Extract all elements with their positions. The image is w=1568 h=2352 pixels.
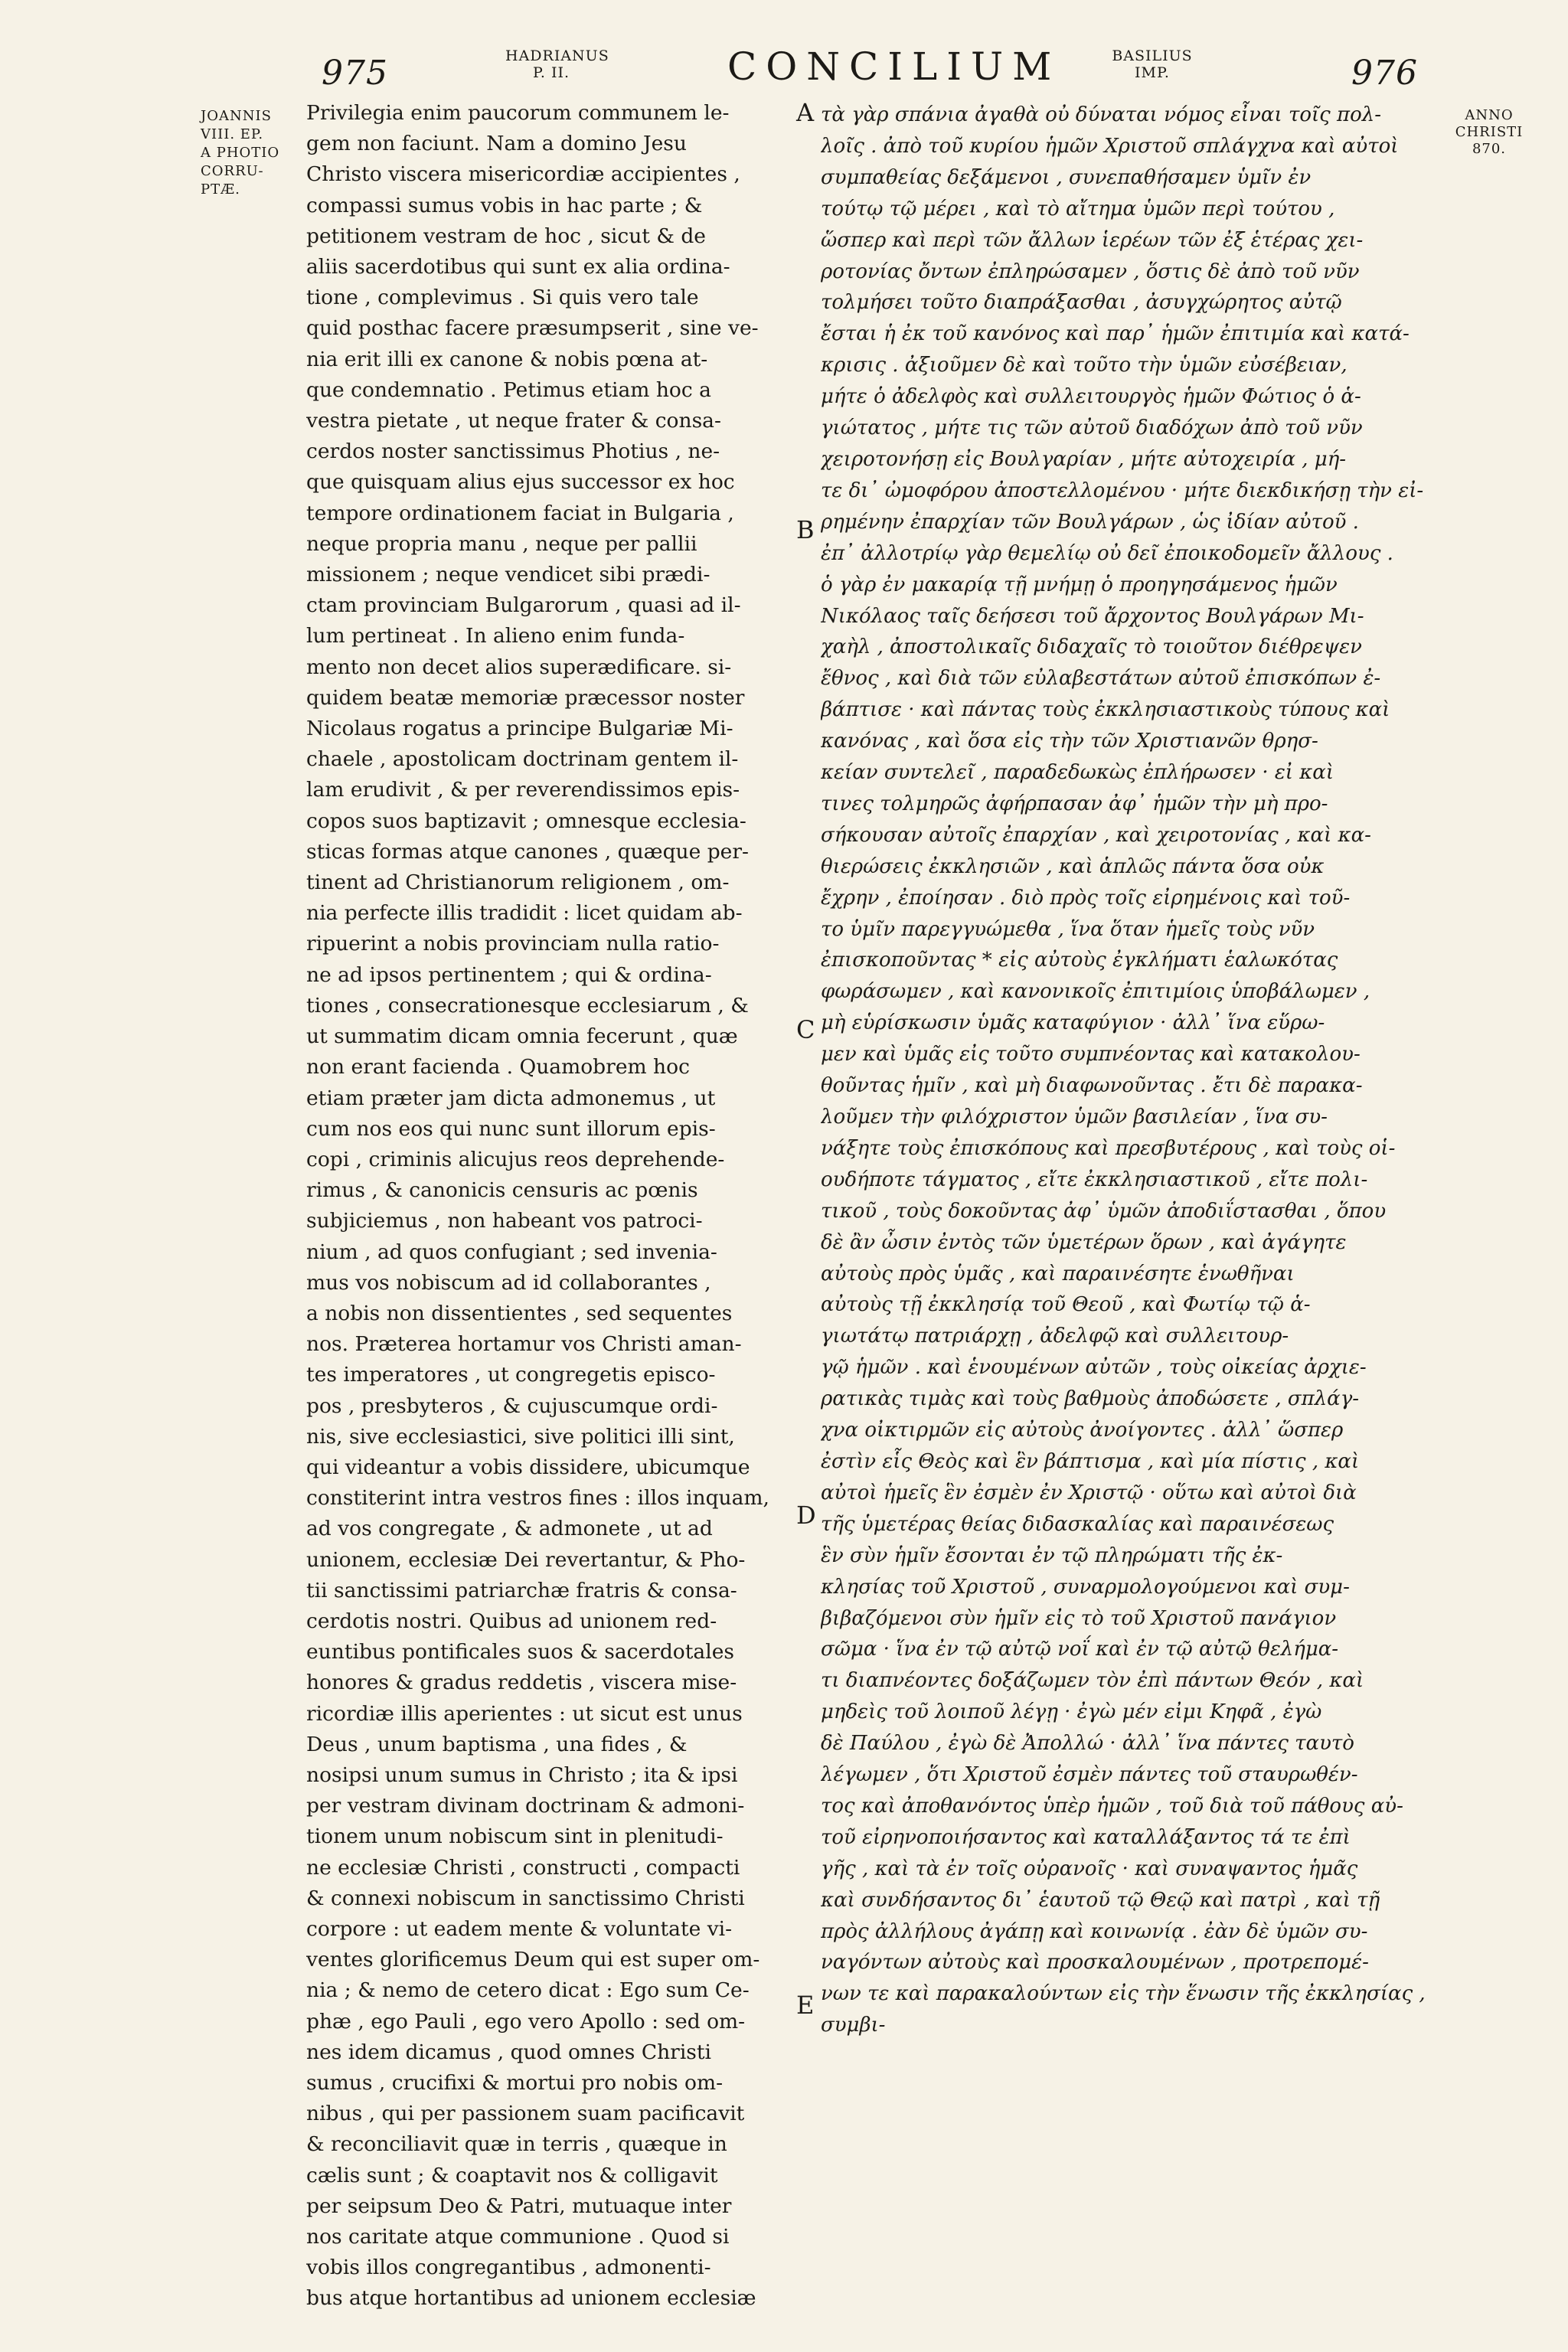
- text-line: γῷ ἡμῶν . καὶ ἑνουμένων αὐτῶν , τοὺς οἰκείας ἀρχιε-: [821, 1356, 1367, 1380]
- text-line: ἓν σὺν ἡμῖν ἔσονται ἐν τῷ πληρώματι τῆς ἐκ-: [821, 1544, 1283, 1567]
- text-line: cum nos eos qui nunc sunt illorum epis-: [306, 1116, 716, 1141]
- text-line: κρισις . ἀξιοῦμεν δὲ καὶ τοῦτο τὴν ὑμῶν εὐσέβειαν,: [821, 354, 1348, 377]
- text-line: qui videantur a vobis dissidere, ubicumque: [306, 1455, 750, 1479]
- text-line: cælis sunt ; & coaptavit nos & colligavit: [306, 2163, 718, 2187]
- text-line: ἔθνος , καὶ διὰ τῶν εὐλαβεστάτων αὐτοῦ ἐπισκόπων ἐ-: [821, 667, 1381, 691]
- text-line: nium , ad quos confugiant ; sed invenia-: [306, 1240, 717, 1264]
- marginal-note-line: JOANNIS: [201, 108, 272, 124]
- marginal-note-left: [201, 107, 291, 199]
- text-line: nibus , qui per passionem suam pacificavit: [306, 2102, 745, 2126]
- text-line: copos suos baptizavit ; omnesque ecclesia-: [306, 808, 746, 833]
- text-line: sticas formas atque canones , quæque per-: [306, 839, 749, 864]
- text-line: σῶμα · ἵνα ἐν τῷ αὐτῷ νοΐ καὶ ἐν τῷ αὐτῷ θελήμα-: [821, 1638, 1339, 1661]
- text-line: τος καὶ ἀποθανόντος ὑπὲρ ἡμῶν , τοῦ διὰ τοῦ πάθους αὐ-: [821, 1794, 1403, 1818]
- text-line: non erant facienda . Quamobrem hoc: [306, 1055, 690, 1080]
- text-line: συμβι-: [821, 2014, 886, 2037]
- text-line: γιώτατος , μήτε τις τῶν αὐτοῦ διαδόχων ἀπὸ τοῦ νῦν: [821, 416, 1363, 440]
- text-line: χειροτονήσῃ εἰς Βουλγαρίαν , μήτε αὐτοχειρία , μή-: [821, 447, 1347, 471]
- text-line: τινες τολμηρῶς ἀφήρπασαν ἀφ᾽ ἡμῶν τὴν μὴ προ-: [821, 792, 1328, 815]
- text-line: unionem, ecclesiæ Dei revertantur, & Pho-: [306, 1547, 746, 1572]
- text-line: phæ , ego Pauli , ego vero Apollo : sed om-: [306, 2009, 746, 2034]
- text-line: a nobis non dissentientes , sed sequentes: [306, 1301, 733, 1325]
- text-line: subjiciemus , non habeant vos patroci-: [306, 1209, 703, 1233]
- text-line: τε δι᾽ ὠμοφόρου ἀποστελλομένου · μήτε διεκδικήσῃ τὴν εἰ-: [821, 479, 1424, 502]
- text-line: τὰ γὰρ σπάνια ἀγαθὰ οὐ δύναται νόμος εἶναι τοῖς πολ-: [821, 103, 1382, 126]
- greek-text-column: [821, 100, 1437, 2041]
- text-line: συμπαθείας δεξάμενοι , συνεπαθήσαμεν ὑμῖν ἐν: [821, 165, 1312, 189]
- text-line: vestra pietate , ut neque frater & consa-: [306, 409, 721, 433]
- text-line: ρημένην ἐπαρχίαν τῶν Βουλγάρων , ὡς ἰδίαν αὐτοῦ .: [821, 510, 1359, 534]
- text-line: nos. Præterea hortamur vos Christi aman-: [306, 1332, 742, 1357]
- text-line: βάπτισε · καὶ πάντας τοὺς ἐκκλησιαστικοὺς τύπους καὶ: [821, 698, 1390, 722]
- text-line: cerdos noster sanctissimus Photius , ne-: [306, 439, 720, 464]
- running-head-left-line: P. II.: [532, 64, 570, 81]
- text-line: το ὑμῖν παρεγγυώμεθα , ἵνα ὅταν ἡμεῖς τοὺς νῦν: [821, 917, 1315, 941]
- text-line: nia erit illi ex canone & nobis pœna at-: [306, 347, 708, 371]
- running-title: CONCILIUM: [727, 44, 1061, 89]
- marginal-note-line: VIII. EP.: [201, 126, 264, 142]
- text-line: μεν καὶ ὑμᾶς εἰς τοῦτο συμπνέοντας καὶ κατακολου-: [821, 1043, 1361, 1067]
- text-line: ἐστὶν εἷς Θεὸς καὶ ἓν βάπτισμα , καὶ μία πίστις , καὶ: [821, 1449, 1360, 1473]
- text-line: γιωτάτῳ πατριάρχῃ , ἀδελφῷ καὶ συλλειτουρ-: [821, 1325, 1289, 1348]
- text-line: τικοῦ , τοὺς δοκοῦντας ἀφ᾽ ὑμῶν ἀποδιΐστασθαι , ὅπου: [821, 1199, 1387, 1223]
- text-line: δὲ ἂν ὦσιν ἐντὸς τῶν ὑμετέρων ὅρων , καὶ ἀγάγητε: [821, 1230, 1347, 1254]
- text-line: petitionem vestram de hoc , sicut & de: [306, 224, 706, 248]
- text-line: aliis sacerdotibus qui sunt ex alia ordina-: [306, 255, 730, 279]
- text-line: tinent ad Christianorum religionem , om-: [306, 871, 730, 895]
- text-line: θοῦντας ἡμῖν , καὶ μὴ διαφωνοῦντας . ἔτι δὲ παρακα-: [821, 1074, 1363, 1098]
- text-line: ροτονίας ὄντων ἐπληρώσαμεν , ὅστις δὲ ἀπὸ τοῦ νῦν: [821, 260, 1360, 283]
- text-line: ἐπισκοποῦντας * εἰς αὐτοὺς ἐγκλήματι ἑαλωκότας: [821, 949, 1338, 972]
- text-line: νάξητε τοὺς ἐπισκόπους καὶ πρεσβυτέρους , καὶ τοὺς οἱ-: [821, 1136, 1396, 1160]
- section-letter-b: B: [796, 515, 815, 544]
- text-line: λοῖς . ἀπὸ τοῦ κυρίου ἡμῶν Χριστοῦ σπλάγχνα καὶ αὐτοὶ: [821, 134, 1399, 158]
- text-line: ripuerint a nobis provinciam nulla ratio-: [306, 932, 720, 956]
- text-line: ἔσται ἡ ἐκ τοῦ κανόνος καὶ παρ᾽ ἡμῶν ἐπιτιμία καὶ κατά-: [821, 322, 1410, 346]
- text-line: γῆς , καὶ τὰ ἐν τοῖς οὐρανοῖς · καὶ συναψαντος ἡμᾶς: [821, 1857, 1358, 1880]
- text-line: κλησίας τοῦ Χριστοῦ , συναρμολογούμενοι καὶ συμ-: [821, 1575, 1350, 1599]
- text-line: ut summatim dicam omnia fecerunt , quæ: [306, 1024, 738, 1049]
- marginal-note-line: A PHOTIO: [201, 145, 280, 161]
- text-line: μήτε ὁ ἀδελφὸς καὶ συλλειτουργὸς ἡμῶν Φώτιος ὁ ἁ-: [821, 385, 1361, 409]
- text-line: etiam præter jam dicta admonemus , ut: [306, 1086, 716, 1110]
- text-line: nosipsi unum sumus in Christo ; ita & ipsi: [306, 1762, 738, 1787]
- text-line: tione , complevimus . Si quis vero tale: [306, 286, 699, 310]
- text-line: χνα οἰκτιρμῶν εἰς αὐτοὺς ἀνοίγοντες . ἀλλ᾽ ὥσπερ: [821, 1419, 1344, 1442]
- text-line: nos caritate atque communione . Quod si: [306, 2225, 730, 2249]
- text-line: θιερώσεις ἐκκλησιῶν , καὶ ἁπλῶς πάντα ὅσα οὐκ: [821, 854, 1325, 878]
- text-line: per seipsum Deo & Patri, mutuaque inter: [306, 2194, 732, 2218]
- text-line: τῆς ὑμετέρας θείας διδασκαλίας καὶ παραινέσεως: [821, 1512, 1334, 1536]
- page-number-right: 976: [1351, 54, 1418, 93]
- text-line: βιβαζόμενοι σὺν ἡμῖν εἰς τὸ τοῦ Χριστοῦ πανάγιον: [821, 1606, 1337, 1630]
- text-line: rimus , & canonicis censuris ac pœnis: [306, 1178, 698, 1203]
- text-line: σήκουσαν αὐτοῖς ἐπαρχίαν , καὶ χειροτονίας , καὶ κα-: [821, 823, 1371, 847]
- text-line: missionem ; neque vendicet sibi prædi-: [306, 563, 710, 587]
- running-head-right-line: BASILIUS: [1112, 47, 1193, 64]
- text-line: corpore : ut eadem mente & voluntate vi-: [306, 1916, 733, 1941]
- text-line: ὥσπερ καὶ περὶ τῶν ἄλλων ἱερέων τῶν ἐξ ἑτέρας χει-: [821, 228, 1364, 252]
- text-line: ουδήποτε τάγματος , εἴτε ἐκκλησιαστικοῦ , εἴτε πολι-: [821, 1168, 1368, 1191]
- running-head-left-line: HADRIANUS: [505, 47, 609, 64]
- page-number-left: 975: [322, 54, 388, 93]
- latin-text-column: [306, 98, 785, 2314]
- text-line: φωράσωμεν , καὶ κανονικοῖς ἐπιτιμίοις ὑποβάλωμεν ,: [821, 980, 1370, 1004]
- text-line: que quisquam alius ejus successor ex hoc: [306, 470, 735, 495]
- text-line: ne ecclesiæ Christi , constructi , compacti: [306, 1855, 740, 1880]
- text-line: nis, sive ecclesiastici, sive politici illi sint,: [306, 1424, 735, 1449]
- text-line: compassi sumus vobis in hac parte ; &: [306, 193, 703, 217]
- marginal-note-line: PTÆ.: [201, 181, 240, 198]
- text-line: μὴ εὑρίσκωσιν ὑμᾶς καταφύγιον · ἀλλ᾽ ἵνα εὕρω-: [821, 1011, 1325, 1035]
- text-line: nia perfecte illis tradidit : licet quidam ab-: [306, 901, 743, 926]
- running-head-right: [1106, 47, 1198, 81]
- text-line: Privilegia enim paucorum communem le-: [306, 101, 730, 125]
- text-line: λέγωμεν , ὅτι Χριστοῦ ἐσμὲν πάντες τοῦ σταυρωθέν-: [821, 1763, 1358, 1787]
- text-line: Νικόλαος ταῖς δεήσεσι τοῦ ἄρχοντος Βουλγάρων Μι-: [821, 604, 1364, 628]
- marginal-note-line: 870.: [1472, 141, 1507, 157]
- section-letter-c: C: [796, 1015, 815, 1044]
- text-line: & connexi nobiscum in sanctissimo Christi: [306, 1886, 745, 1910]
- text-line: ἐπ᾽ ἀλλοτρίῳ γὰρ θεμελίῳ οὐ δεῖ ἐποικοδομεῖν ἄλλους .: [821, 541, 1393, 565]
- text-line: Christo viscera misericordiæ accipientes ,: [306, 162, 740, 187]
- text-line: neque propria manu , neque per pallii: [306, 531, 697, 556]
- text-line: ricordiæ illis aperientes : ut sicut est unus: [306, 1701, 743, 1726]
- text-line: τοῦ εἰρηνοποιήσαντος καὶ καταλλάξαντος τά τε ἐπὶ: [821, 1825, 1351, 1849]
- text-line: Nicolaus rogatus a principe Bulgariæ Mi-: [306, 717, 733, 741]
- text-line: κείαν συντελεῖ , παραδεδωκὼς ἐπλήρωσεν · εἰ καὶ: [821, 761, 1334, 785]
- text-line: per vestram divinam doctrinam & admoni-: [306, 1794, 745, 1818]
- text-line: lum pertineat . In alieno enim funda-: [306, 624, 685, 648]
- text-line: τολμήσει τοῦτο διαπράξασθαι , ἀσυγχώρητος αὐτῷ: [821, 291, 1342, 315]
- text-line: mus vos nobiscum ad id collaborantes ,: [306, 1270, 711, 1295]
- marginal-note-right: [1439, 107, 1539, 158]
- text-line: chaele , apostolicam doctrinam gentem il-: [306, 747, 739, 772]
- text-line: ventes glorificemus Deum qui est super om-: [306, 1948, 760, 1972]
- text-line: νων τε καὶ παρακαλούντων εἰς τὴν ἕνωσιν τῆς ἐκκλησίας ,: [821, 1982, 1426, 2006]
- text-line: τι διαπνέοντες δοξάζωμεν τὸν ἐπὶ πάντων Θεόν , καὶ: [821, 1669, 1364, 1693]
- text-line: δὲ Παύλου , ἐγὼ δὲ Ἀπολλώ · ἀλλ᾽ ἵνα πάντες ταυτὸ: [821, 1732, 1354, 1756]
- text-line: μηδεὶς τοῦ λοιποῦ λέγῃ · ἐγὼ μέν εἰμι Κηφᾶ , ἐγὼ: [821, 1700, 1322, 1724]
- marginal-note-line: ANNO: [1465, 107, 1514, 123]
- text-line: tiones , consecrationesque ecclesiarum , &: [306, 993, 749, 1018]
- text-line: ad vos congregate , & admonete , ut ad: [306, 1517, 713, 1541]
- text-line: αὐτοὺς πρὸς ὑμᾶς , καὶ παραινέσητε ἑνωθῆναι: [821, 1262, 1295, 1285]
- marginal-note-line: CORRU-: [201, 163, 264, 179]
- text-line: λοῦμεν τὴν φιλόχριστον ὑμῶν βασιλείαν , ἵνα συ-: [821, 1106, 1328, 1129]
- text-line: αὐτοὺς τῇ ἐκκλησίᾳ τοῦ Θεοῦ , καὶ Φωτίῳ τῷ ἁ-: [821, 1293, 1311, 1317]
- text-line: constiterint intra vestros fines : illos inquam,: [306, 1486, 769, 1511]
- text-line: ρατικὰς τιμὰς καὶ τοὺς βαθμοὺς ἀποδώσετε , σπλάγ-: [821, 1387, 1360, 1411]
- text-line: κανόνας , καὶ ὅσα εἰς τὴν τῶν Χριστιανῶν θρησ-: [821, 730, 1318, 753]
- text-line: καὶ συνδήσαντος δι᾽ ἑαυτοῦ τῷ Θεῷ καὶ πατρὶ , καὶ τῇ: [821, 1888, 1380, 1912]
- text-line: πρὸς ἀλλήλους ἀγάπῃ καὶ κοινωνίᾳ . ἐὰν δὲ ὑμῶν συ-: [821, 1919, 1368, 1943]
- text-line: ναγόντων αὐτοὺς καὶ προσκαλουμένων , προτρεπομέ-: [821, 1951, 1369, 1975]
- text-line: que condemnatio . Petimus etiam hoc a: [306, 377, 711, 402]
- text-line: Deus , unum baptisma , una fides , &: [306, 1732, 688, 1756]
- section-letter-e: E: [796, 1991, 815, 2020]
- text-line: tii sanctissimi patriarchæ fratris & consa-: [306, 1578, 737, 1602]
- text-line: ὁ γὰρ ἐν μακαρίᾳ τῇ μνήμῃ ὁ προηγησάμενος ἡμῶν: [821, 573, 1338, 596]
- text-line: tes imperatores , ut congregetis episco-: [306, 1363, 716, 1387]
- text-line: bus atque hortantibus ad unionem ecclesiæ: [306, 2286, 756, 2311]
- text-line: lam erudivit , & per reverendissimos epis-: [306, 778, 740, 802]
- text-line: ne ad ipsos pertinentem ; qui & ordina-: [306, 962, 712, 987]
- text-line: ἔχρην , ἐποίησαν . διὸ πρὸς τοῖς εἰρημένοις καὶ τοῦ-: [821, 886, 1351, 910]
- text-line: nes idem dicamus , quod omnes Christi: [306, 2040, 712, 2064]
- text-line: quidem beatæ memoriæ præcessor noster: [306, 685, 745, 710]
- text-line: & reconciliavit quæ in terris , quæque in: [306, 2132, 727, 2157]
- marginal-note-line: CHRISTI: [1455, 124, 1524, 140]
- section-letter-d: D: [796, 1501, 816, 1530]
- text-line: αὐτοὶ ἡμεῖς ἓν ἐσμὲν ἐν Χριστῷ · οὕτω καὶ αὐτοὶ διὰ: [821, 1481, 1357, 1504]
- text-line: χαὴλ , ἀποστολικαῖς διδαχαῖς τὸ τοιοῦτον διέθρεψεν: [821, 635, 1362, 659]
- text-line: vobis illos congregantibus , admonenti-: [306, 2256, 711, 2280]
- text-line: mento non decet alios superædificare. si-: [306, 655, 732, 679]
- text-line: ctam provinciam Bulgarorum , quasi ad il-: [306, 593, 741, 618]
- text-line: tionem unum nobiscum sint in plenitudi-: [306, 1824, 724, 1849]
- text-line: tempore ordinationem faciat in Bulgaria ,: [306, 501, 734, 525]
- text-line: sumus , crucifixi & mortui pro nobis om-: [306, 2071, 724, 2095]
- text-line: euntibus pontificales suos & sacerdotales: [306, 1640, 734, 1664]
- text-line: nia ; & nemo de cetero dicat : Ego sum Ce-: [306, 1978, 750, 2003]
- text-line: τούτῳ τῷ μέρει , καὶ τὸ αἴτημα ὑμῶν περὶ τούτου ,: [821, 197, 1335, 220]
- running-head-left: [505, 47, 609, 81]
- running-head-right-line: IMP.: [1135, 64, 1170, 81]
- text-line: copi , criminis alicujus reos deprehende-: [306, 1147, 725, 1171]
- text-line: gem non faciunt. Nam a domino Jesu: [306, 132, 687, 156]
- text-line: quid posthac facere præsumpserit , sine ve-: [306, 316, 759, 341]
- text-line: pos , presbyteros , & cujuscumque ordi-: [306, 1393, 718, 1418]
- text-line: honores & gradus reddetis , viscera mise-: [306, 1671, 737, 1695]
- text-line: cerdotis nostri. Quibus ad unionem red-: [306, 1609, 717, 1633]
- section-letter-a: A: [796, 98, 815, 127]
